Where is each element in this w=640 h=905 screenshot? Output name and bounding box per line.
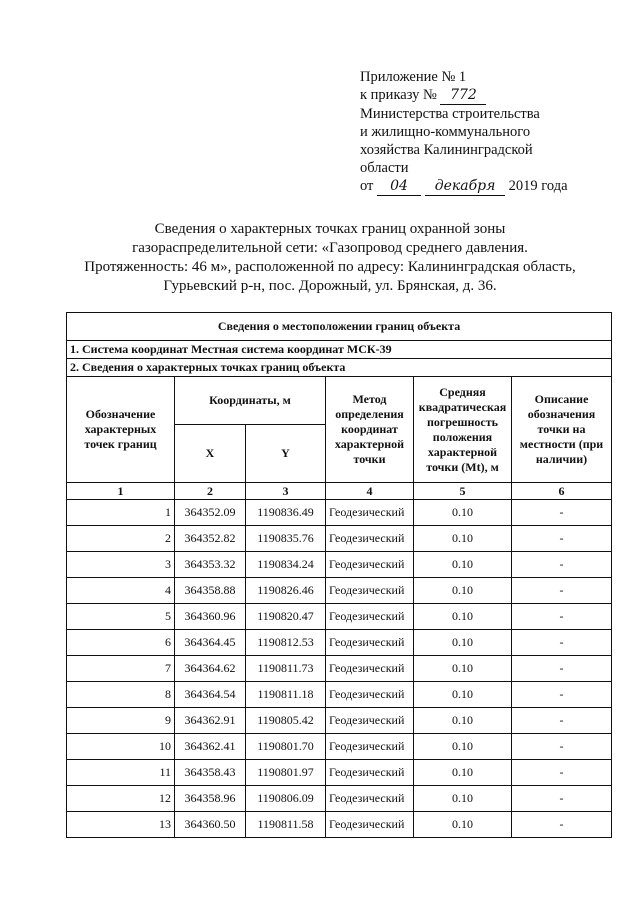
coord-x: 364358.43 (175, 760, 246, 786)
order-line (360, 86, 568, 105)
table-row (67, 500, 612, 526)
description: - (512, 526, 612, 552)
section-title: Сведения о местоположении границ объекта (67, 313, 612, 341)
table-row (67, 708, 612, 734)
coord-y: 1190820.47 (246, 604, 326, 630)
coord-y: 1190836.49 (246, 500, 326, 526)
header-method: Метод определения координат характерной точки (326, 377, 414, 483)
coord-x: 364362.41 (175, 734, 246, 760)
date-prefix: от (360, 178, 374, 194)
point-number: 9 (67, 708, 175, 734)
mt-value: 0.10 (414, 682, 512, 708)
table-row (67, 682, 612, 708)
method: Геодезический (326, 604, 414, 630)
header-x: X (175, 425, 246, 483)
table-row (67, 812, 612, 838)
coord-x: 364362.91 (175, 708, 246, 734)
point-number: 11 (67, 760, 175, 786)
title-line-1: Сведения о характерных точках границ охранной зоны (154, 221, 506, 237)
description: - (512, 734, 612, 760)
description: - (512, 656, 612, 682)
point-number: 5 (67, 604, 175, 630)
title-line-4: Гурьевский р-н, пос. Дорожный, ул. Брянская, д. 36. (163, 278, 497, 294)
coord-y: 1190834.24 (246, 552, 326, 578)
col-number: 1 (67, 483, 175, 500)
point-number: 4 (67, 578, 175, 604)
coord-y: 1190835.76 (246, 526, 326, 552)
point-number: 3 (67, 552, 175, 578)
mt-value: 0.10 (414, 500, 512, 526)
coord-y: 1190811.73 (246, 656, 326, 682)
table-row (67, 552, 612, 578)
points-section-title: 2. Сведения о характерных точках границ объекта (67, 359, 612, 377)
table-row (67, 526, 612, 552)
coord-x: 364364.54 (175, 682, 246, 708)
appendix-block (360, 68, 568, 196)
description: - (512, 760, 612, 786)
header-y: Y (246, 425, 326, 483)
coord-x: 364364.45 (175, 630, 246, 656)
mt-value: 0.10 (414, 630, 512, 656)
coord-x: 364360.96 (175, 604, 246, 630)
ministry-line-1: Министерства строительства (360, 106, 540, 122)
table-row (67, 786, 612, 812)
coord-system-row: 1. Система координат Местная система координат МСК-39 (67, 341, 612, 359)
coord-y: 1190811.58 (246, 812, 326, 838)
mt-value: 0.10 (414, 786, 512, 812)
mt-value: 0.10 (414, 760, 512, 786)
header-error: Средняя квадратическая погрешность положения характерной точки (Mt), м (414, 377, 512, 483)
table-row (67, 630, 612, 656)
point-number: 6 (67, 630, 175, 656)
mt-value: 0.10 (414, 656, 512, 682)
coord-x: 364358.88 (175, 578, 246, 604)
coord-x: 364360.50 (175, 812, 246, 838)
title-line-3: Протяженность: 46 м», расположенной по адресу: Калининградская область, (84, 259, 576, 275)
coord-x: 364358.96 (175, 786, 246, 812)
order-prefix: к приказу № (360, 87, 437, 103)
coord-y: 1190826.46 (246, 578, 326, 604)
table-row (67, 578, 612, 604)
method: Геодезический (326, 786, 414, 812)
description: - (512, 682, 612, 708)
method: Геодезический (326, 578, 414, 604)
title-line-2: газораспределительной сети: «Газопровод среднего давления. (132, 240, 528, 256)
method: Геодезический (326, 734, 414, 760)
description: - (512, 604, 612, 630)
point-number: 13 (67, 812, 175, 838)
header-point: Обозначение характерных точек границ (67, 377, 175, 483)
point-number: 2 (67, 526, 175, 552)
mt-value: 0.10 (414, 578, 512, 604)
mt-value: 0.10 (414, 708, 512, 734)
coord-x: 364352.82 (175, 526, 246, 552)
col-number: 5 (414, 483, 512, 500)
table-row (67, 656, 612, 682)
description: - (512, 786, 612, 812)
method: Геодезический (326, 812, 414, 838)
point-number: 10 (67, 734, 175, 760)
table-row (67, 604, 612, 630)
mt-value: 0.10 (414, 734, 512, 760)
mt-value: 0.10 (414, 812, 512, 838)
point-number: 12 (67, 786, 175, 812)
coord-y: 1190801.70 (246, 734, 326, 760)
method: Геодезический (326, 630, 414, 656)
description: - (512, 708, 612, 734)
column-numbers-row (67, 483, 612, 500)
method: Геодезический (326, 656, 414, 682)
mt-value: 0.10 (414, 552, 512, 578)
description: - (512, 552, 612, 578)
coord-x: 364364.62 (175, 656, 246, 682)
coord-y: 1190811.18 (246, 682, 326, 708)
method: Геодезический (326, 500, 414, 526)
boundary-points-table (66, 312, 612, 838)
date-day: 04 (377, 177, 421, 196)
point-number: 8 (67, 682, 175, 708)
coord-y: 1190812.53 (246, 630, 326, 656)
ministry-line-2: и жилищно-коммунального (360, 124, 531, 140)
col-number: 6 (512, 483, 612, 500)
method: Геодезический (326, 760, 414, 786)
description: - (512, 500, 612, 526)
col-number: 3 (246, 483, 326, 500)
description: - (512, 812, 612, 838)
date-month: декабря (425, 177, 505, 196)
col-number: 4 (326, 483, 414, 500)
table-row (67, 760, 612, 786)
date-line (360, 177, 568, 196)
point-number: 7 (67, 656, 175, 682)
table-row (67, 734, 612, 760)
method: Геодезический (326, 682, 414, 708)
mt-value: 0.10 (414, 604, 512, 630)
document-title (70, 220, 590, 296)
appendix-title: Приложение № 1 (360, 69, 467, 85)
coord-y: 1190805.42 (246, 708, 326, 734)
mt-value: 0.10 (414, 526, 512, 552)
method: Геодезический (326, 708, 414, 734)
coord-x: 364353.32 (175, 552, 246, 578)
coord-x: 364352.09 (175, 500, 246, 526)
method: Геодезический (326, 526, 414, 552)
order-number: 772 (440, 86, 486, 105)
method: Геодезический (326, 552, 414, 578)
ministry-line-3: хозяйства Калининградской (360, 142, 533, 158)
date-year: 2019 года (508, 178, 568, 194)
ministry-line-4: области (360, 160, 409, 176)
description: - (512, 630, 612, 656)
header-coords: Координаты, м (175, 377, 326, 425)
coord-y: 1190806.09 (246, 786, 326, 812)
header-description: Описание обозначения точки на местности (при наличии) (512, 377, 612, 483)
coord-y: 1190801.97 (246, 760, 326, 786)
col-number: 2 (175, 483, 246, 500)
point-number: 1 (67, 500, 175, 526)
description: - (512, 578, 612, 604)
